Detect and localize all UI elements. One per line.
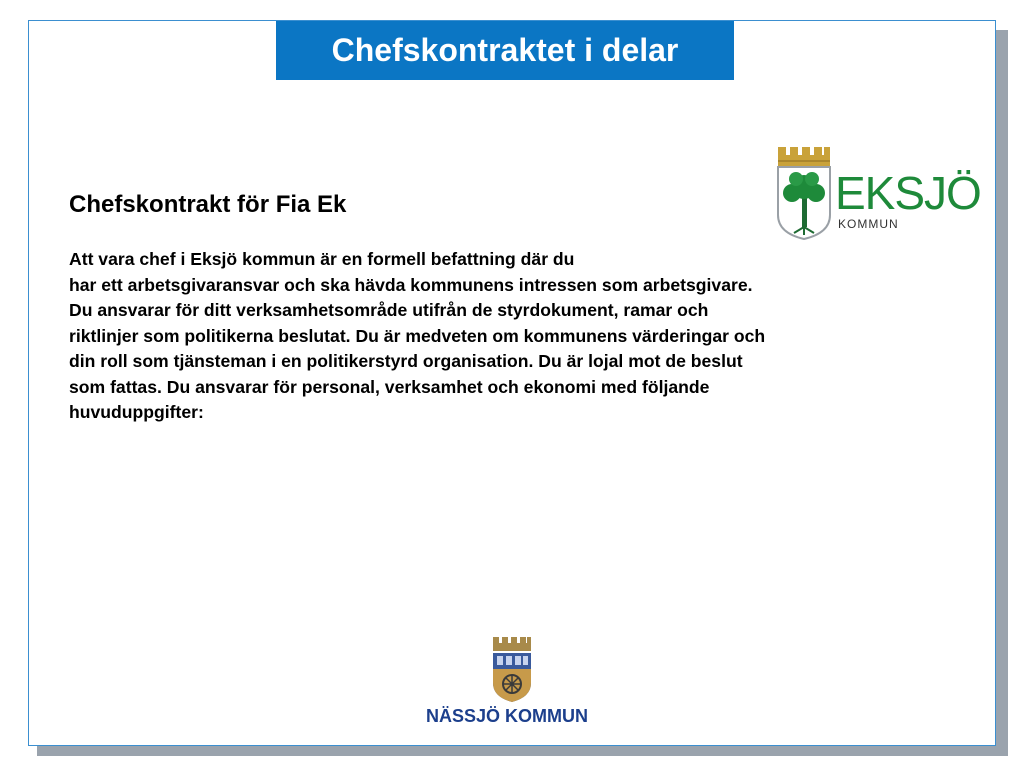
eksjo-logo-name: EKSJÖ bbox=[835, 167, 981, 219]
body-line: har ett arbetsgivaransvar och ska hävda kommunens intressen som arbetsgivare. bbox=[69, 274, 753, 295]
body-line: som fattas. Du ansvarar för personal, verksamhet och ekonomi med följande bbox=[69, 376, 710, 397]
slide-title bbox=[276, 21, 734, 80]
body-line: Du ansvarar för ditt verksamhetsområde utifrån de styrdokument, ramar och bbox=[69, 300, 709, 320]
nassjo-crest-icon bbox=[485, 635, 539, 703]
body-paragraph bbox=[69, 247, 969, 426]
nassjo-logo-name: NÄSSJÖ KOMMUN bbox=[426, 706, 589, 726]
eksjo-logo-sub: KOMMUN bbox=[838, 217, 899, 231]
slide-heading: Chefskontrakt för Fia Ek bbox=[69, 191, 347, 218]
slide-title-text: Chefskontraktet i delar bbox=[331, 32, 679, 68]
body-line: din roll som tjänsteman i en politikerstyrd organisation. Du är lojal mot de beslut bbox=[69, 351, 743, 371]
body-line: riktlinjer som politikerna beslutat. Du är medveten om kommunens värderingar och bbox=[69, 325, 766, 346]
body-line: huvuduppgifter: bbox=[69, 402, 204, 422]
body-line: Att vara chef i Eksjö kommun är en formell befattning där du bbox=[69, 249, 575, 269]
